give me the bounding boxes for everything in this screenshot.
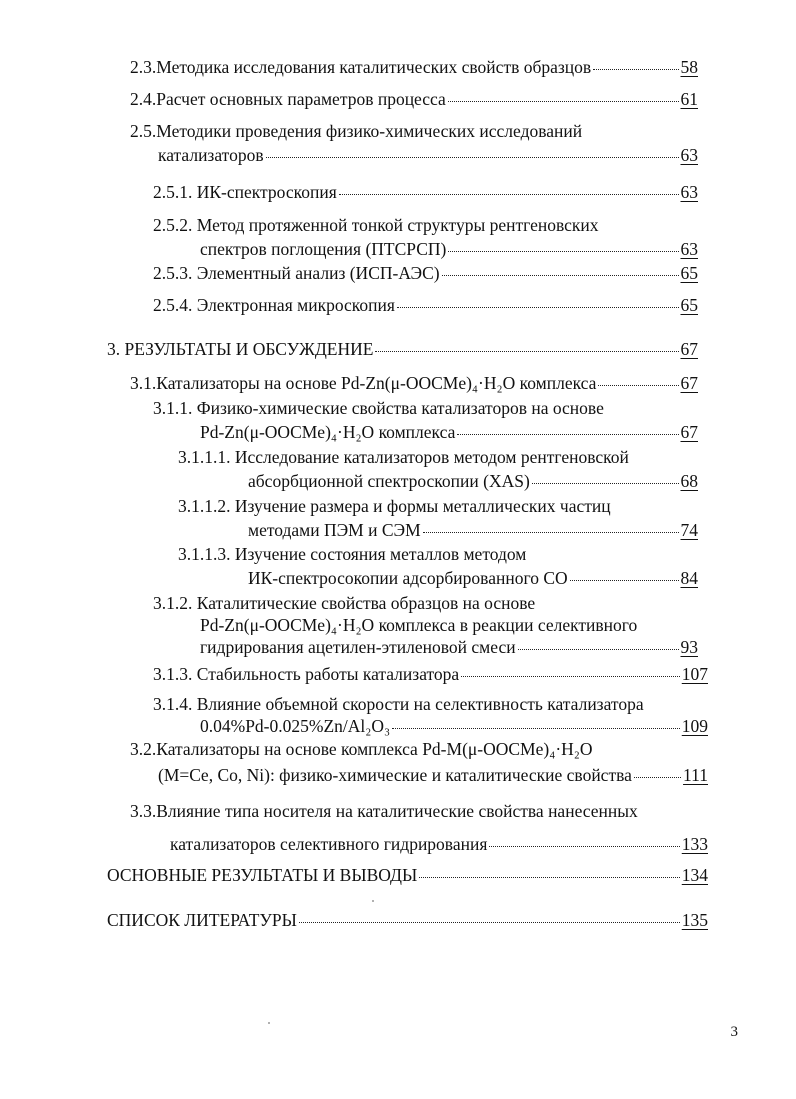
page-number: 3 <box>730 1024 738 1040</box>
toc-entry-2-5-4 <box>153 294 698 316</box>
toc-entry-title-cont: гидрирования ацетилен-этиленовой смеси <box>200 637 516 657</box>
leader-dots <box>397 306 679 308</box>
toc-entry-title-cont: методами ПЭМ и СЭМ <box>248 520 421 540</box>
leader-dots <box>489 845 679 847</box>
toc-page-number: 67 <box>680 339 698 359</box>
leader-dots <box>419 876 680 878</box>
toc-page-number: 63 <box>680 182 698 202</box>
toc-entry-3-1-1-3 <box>178 543 698 589</box>
toc-page-number: 61 <box>680 89 698 109</box>
toc-entry-title: 3.1.Катализаторы на основе Pd-Zn(μ-OOCMe)₄·H₂O комплекса <box>130 373 597 393</box>
leader-dots <box>339 193 679 195</box>
toc-page-number: 135 <box>681 910 708 930</box>
toc-entry-title: 2.5.2. Метод протяженной тонкой структуры рентгеновских <box>153 215 599 235</box>
toc-entry-title-cont: абсорбционной спектроскопии (XAS) <box>248 471 530 491</box>
toc-entry-title: 2.5.Методики проведения физико-химических исследований <box>130 121 583 141</box>
toc-entry-3-3 <box>130 800 708 855</box>
toc-entry-title: 3.1.1.2. Изучение размера и формы металлических частиц <box>178 496 611 516</box>
toc-entry-conclusions <box>107 864 708 886</box>
toc-entry-title-cont: (M=Ce, Co, Ni): физико-химические и каталитические свойства <box>158 765 632 785</box>
toc-entry-title: 3.1.1.1. Исследование катализаторов методом рентгеновской <box>178 447 629 467</box>
toc-entry-2-3 <box>130 56 698 78</box>
toc-entry-2-4 <box>130 88 698 110</box>
toc-page-number: 134 <box>681 865 708 885</box>
toc-entry-title: 2.5.4. Электронная микроскопия <box>153 295 395 315</box>
toc-entry-title: 3.2.Катализаторы на основе комплекса Pd-M(μ-OOCMe)₄·H₂O <box>130 739 593 759</box>
leader-dots <box>375 350 678 352</box>
leader-dots <box>461 675 680 677</box>
leader-dots <box>392 727 680 729</box>
toc-entry-title: 3.1.1. Физико-химические свойства катализаторов на основе <box>153 398 604 418</box>
leader-dots <box>634 776 681 778</box>
leader-dots <box>593 68 678 70</box>
toc-entry-3-1-1-2 <box>178 495 698 541</box>
toc-page-number: 107 <box>681 664 708 684</box>
toc-entry-2-5 <box>130 120 698 166</box>
toc-entry-title: 3.1.3. Стабильность работы катализатора <box>153 664 460 684</box>
toc-entry-title: Расчет основных параметров процесса <box>156 89 446 109</box>
toc-entry-title-cont: катализаторов <box>158 145 264 165</box>
scan-speck <box>268 1022 270 1024</box>
toc-entry-2-5-2 <box>153 214 698 260</box>
leader-dots <box>448 250 678 252</box>
toc-entry-title: 2.5.1. ИК-спектроскопия <box>153 182 337 202</box>
toc-page-number: 84 <box>680 568 698 588</box>
toc-page-number: 74 <box>680 520 698 540</box>
toc-entry-title-cont: ИК-спектросокопии адсорбированного CO <box>248 568 568 588</box>
toc-entry-3 <box>107 338 698 360</box>
toc-page-number: 109 <box>681 716 708 736</box>
toc-entry-title: Методика исследования каталитических свойств образцов <box>156 57 592 77</box>
leader-dots <box>598 384 678 386</box>
toc-page-number: 133 <box>681 834 708 854</box>
toc-page-number: 63 <box>680 145 698 165</box>
leader-dots <box>299 921 680 923</box>
toc-entry-3-1-3 <box>153 663 708 685</box>
toc-entry-number: 2.4. <box>130 89 157 109</box>
leader-dots <box>532 482 679 484</box>
toc-entry-title: 3.1.2. Каталитические свойства образцов на основе <box>153 593 536 613</box>
leader-dots <box>442 274 679 276</box>
toc-entry-title-cont: Pd-Zn(μ-OOCMe)₄·H₂O комплекса <box>200 422 456 442</box>
leader-dots <box>457 433 678 435</box>
toc-entry-title-cont: Pd-Zn(μ-OOCMe)₄·H₂O комплекса в реакции селективного <box>200 615 638 635</box>
toc-entry-references <box>107 909 708 931</box>
toc-entry-number: 2.3. <box>130 57 157 77</box>
toc-entry-title-cont: катализаторов селективного гидрирования <box>170 834 488 854</box>
leader-dots <box>448 100 679 102</box>
toc-entry-title: 2.5.3. Элементный анализ (ИСП-АЭС) <box>153 263 440 283</box>
toc-page-number: 111 <box>683 765 708 785</box>
scan-speck <box>372 900 374 902</box>
toc-entry-2-5-1 <box>153 181 698 203</box>
leader-dots <box>266 156 679 158</box>
toc-entry-title: 3.1.4. Влияние объемной скорости на селективность катализатора <box>153 694 644 714</box>
toc-page-number: 65 <box>680 295 698 315</box>
leader-dots <box>570 579 679 581</box>
toc-entry-title: СПИСОК ЛИТЕРАТУРЫ <box>107 910 297 930</box>
toc-entry-title: ОСНОВНЫЕ РЕЗУЛЬТАТЫ И ВЫВОДЫ <box>107 865 418 885</box>
toc-entry-title: 3.3.Влияние типа носителя на каталитические свойства нанесенных <box>130 801 638 821</box>
toc-page-number: 58 <box>680 57 698 77</box>
toc-page-number: 67 <box>680 373 698 393</box>
toc-entry-title: 3.1.1.3. Изучение состояния металлов методом <box>178 544 527 564</box>
toc-entry-3-1 <box>130 372 698 394</box>
toc-entry-title-cont: спектров поглощения (ПТСРСП) <box>200 239 447 259</box>
toc-page-number: 68 <box>680 471 698 491</box>
toc-entry-2-5-3 <box>153 262 698 284</box>
toc-entry-3-1-1-1 <box>178 446 698 492</box>
leader-dots <box>518 648 679 650</box>
toc-entry-title-cont: 0.04%Pd-0.025%Zn/Al₂O₃ <box>200 716 391 736</box>
toc-entry-3-1-1 <box>153 397 698 443</box>
toc-entry-3-2 <box>130 738 708 786</box>
toc-page-number: 63 <box>680 239 698 259</box>
toc-page-number: 93 <box>680 637 698 657</box>
toc-page-number: 67 <box>680 422 698 442</box>
toc-entry-3-1-4 <box>153 693 708 737</box>
toc-page-number: 65 <box>680 263 698 283</box>
leader-dots <box>423 531 679 533</box>
toc-entry-title: 3. РЕЗУЛЬТАТЫ И ОБСУЖДЕНИЕ <box>107 339 374 359</box>
toc-entry-3-1-2 <box>153 592 698 658</box>
